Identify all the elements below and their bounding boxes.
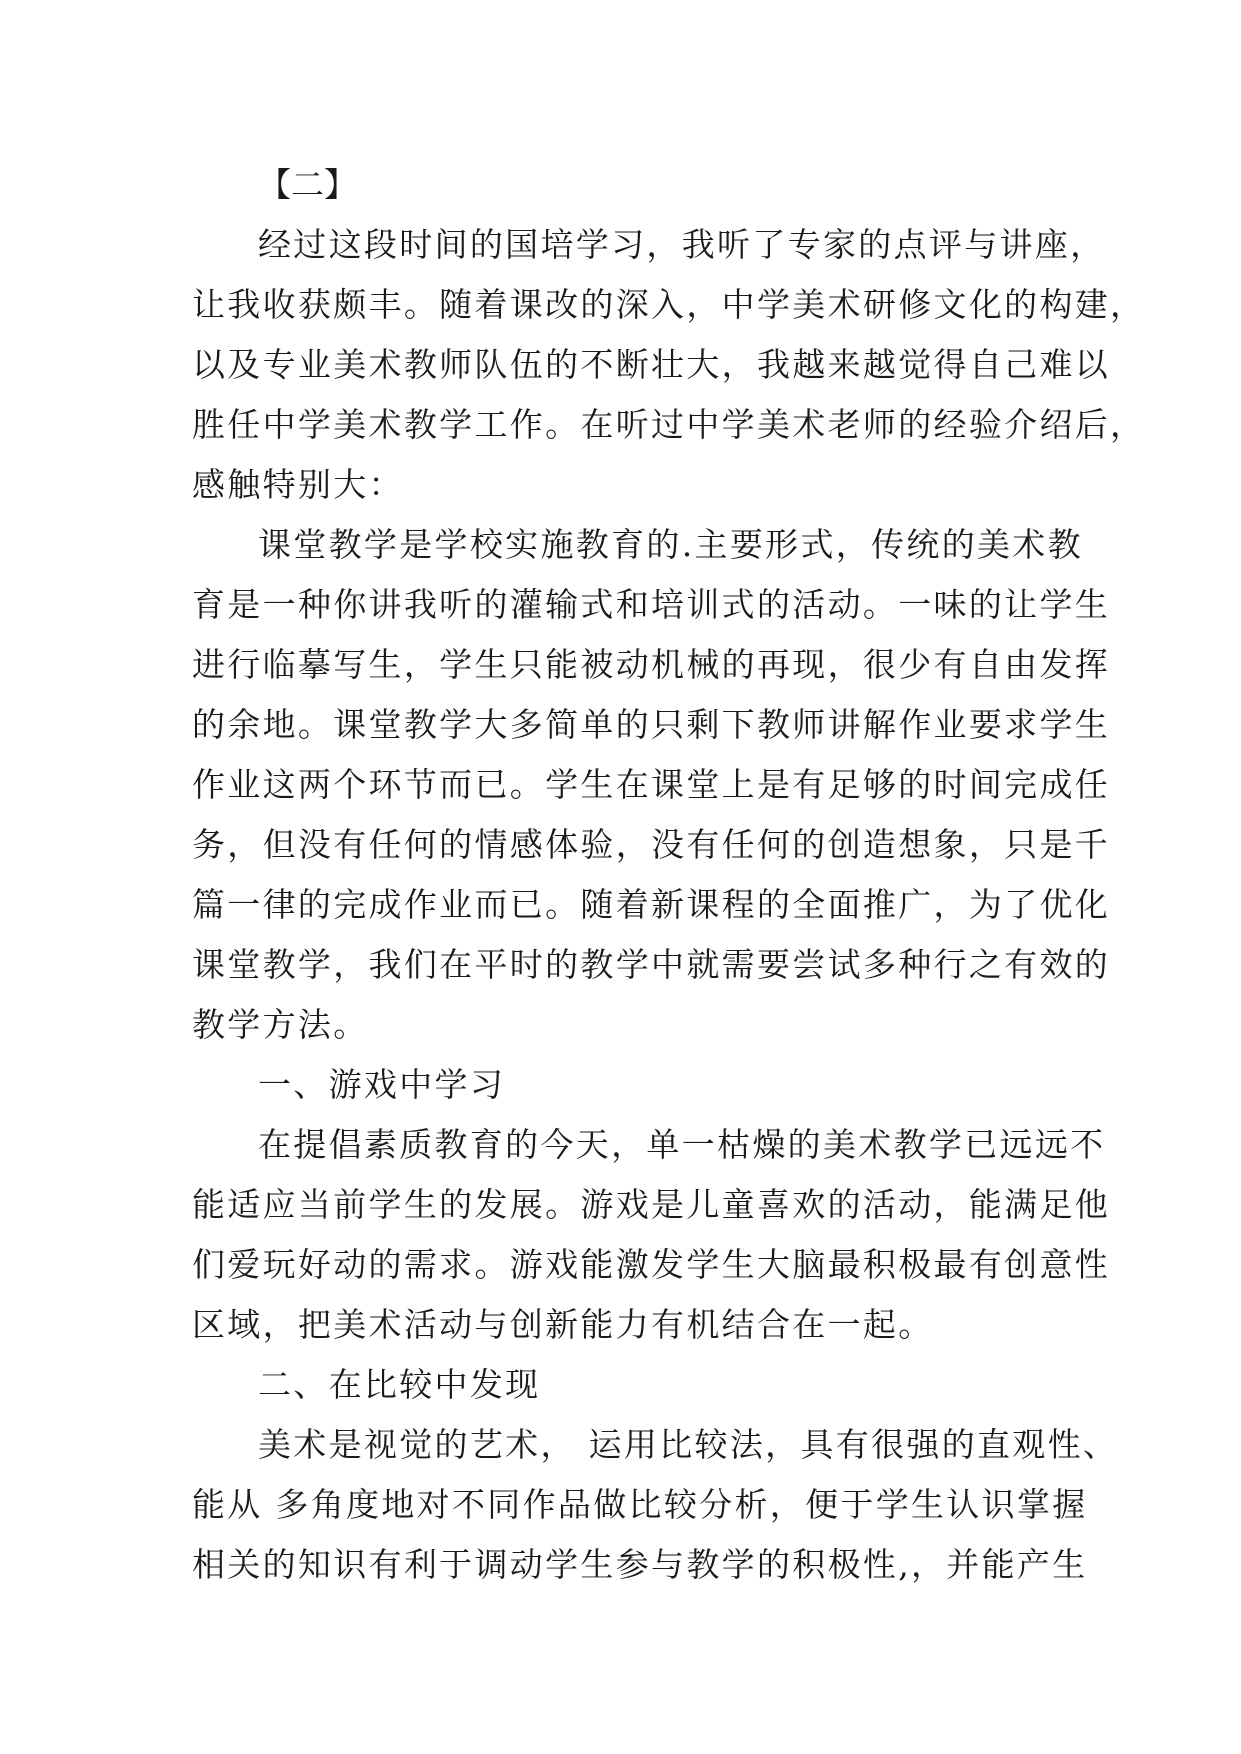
paragraph-comparison <box>192 1415 1119 1595</box>
text-line: 在提倡素质教育的今天，单一枯燥的美术教学已远远不 <box>258 1125 1106 1164</box>
paragraph-classroom-teaching <box>192 515 1111 1055</box>
text-line: 的余地。课堂教学大多简单的只剩下教师讲解作业要求学生 <box>192 705 1111 744</box>
text-line: 进行临摹写生，学生只能被动机械的再现，很少有自由发挥 <box>192 645 1111 684</box>
text-line: 感触特别大： <box>192 465 404 504</box>
heading-discovery-by-comparison: 二、在比较中发现 <box>258 1365 541 1404</box>
text-line: 相关的知识有利于调动学生参与教学的积极性,，并能产生 <box>192 1545 1088 1584</box>
text-line: 课堂教学，我们在平时的教学中就需要尝试多种行之有效的 <box>192 945 1111 984</box>
text-line: 育是一种你讲我听的灌输式和培训式的活动。一味的让学生 <box>192 585 1111 624</box>
section-marker: 【二】 <box>258 165 357 204</box>
text-line: 篇一律的完成作业而已。随着新课程的全面推广，为了优化 <box>192 885 1111 924</box>
text-line: 区域，把美术活动与创新能力有机结合在一起。 <box>192 1305 934 1344</box>
text-line: 能从 多角度地对不同作品做比较分析，便于学生认识掌握 <box>192 1485 1088 1524</box>
text-line: 作业这两个环节而已。学生在课堂上是有足够的时间完成任 <box>192 765 1111 804</box>
paragraph-intro <box>192 215 1146 515</box>
heading-learning-in-games: 一、游戏中学习 <box>258 1065 506 1104</box>
text-line: 课堂教学是学校实施教育的.主要形式，传统的美术教 <box>258 525 1083 564</box>
document-body <box>192 155 1146 1595</box>
paragraph-games <box>192 1115 1111 1355</box>
text-line: 以及专业美术教师队伍的不断壮大，我越来越觉得自己难以 <box>192 345 1111 384</box>
text-line: 让我收获颇丰。随着课改的深入，中学美术研修文化的构建， <box>192 285 1146 324</box>
text-line: 美术是视觉的艺术， 运用比较法，具有很强的直观性、 <box>258 1425 1119 1464</box>
text-line: 们爱玩好动的需求。游戏能激发学生大脑最积极最有创意性 <box>192 1245 1111 1284</box>
text-line: 教学方法。 <box>192 1005 369 1044</box>
text-line: 务，但没有任何的情感体验，没有任何的创造想象，只是千 <box>192 825 1111 864</box>
text-line: 经过这段时间的国培学习，我听了专家的点评与讲座， <box>258 225 1106 264</box>
text-line: 胜任中学美术教学工作。在听过中学美术老师的经验介绍后， <box>192 405 1146 444</box>
text-line: 能适应当前学生的发展。游戏是儿童喜欢的活动，能满足他 <box>192 1185 1111 1224</box>
